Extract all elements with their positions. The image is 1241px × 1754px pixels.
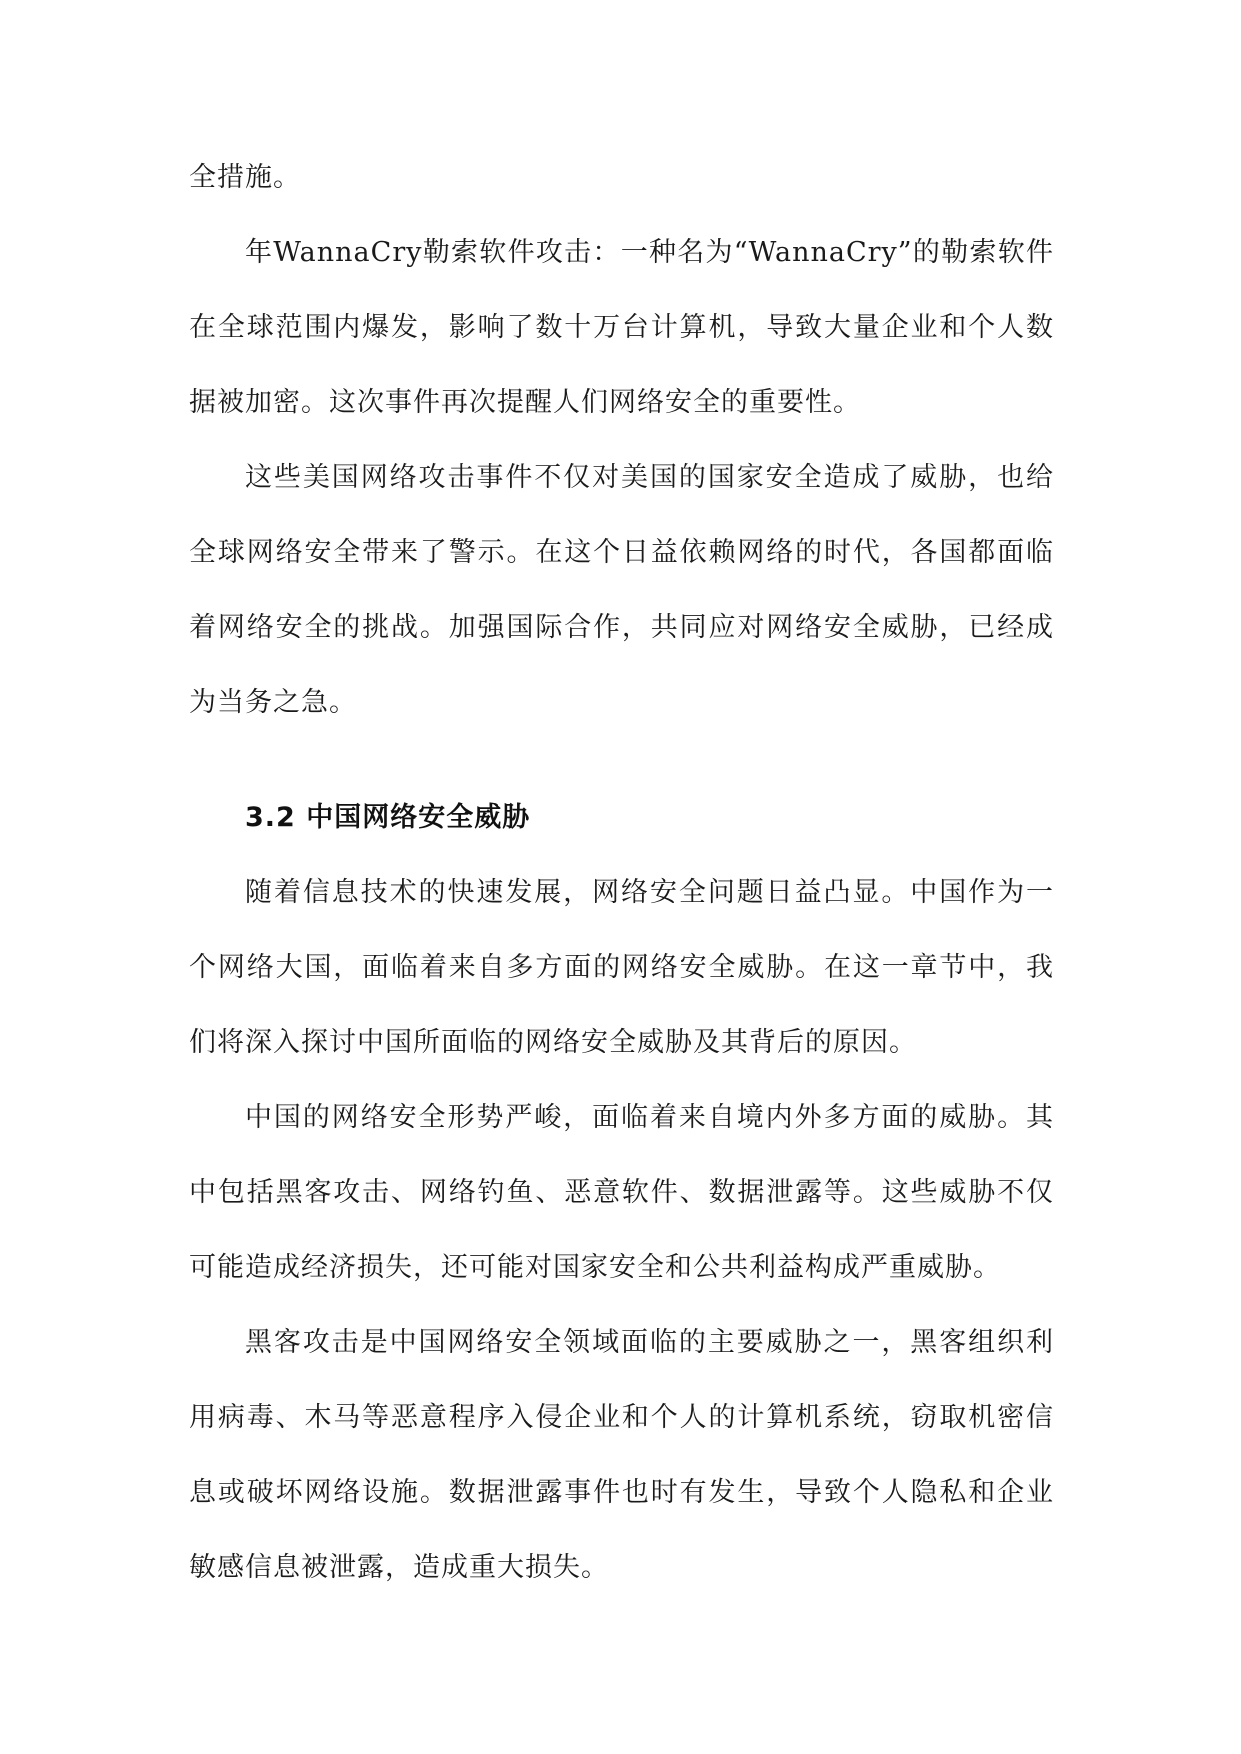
paragraph-wannacry: 年WannaCry勒索软件攻击：一种名为“WannaCry”的勒索软件在全球范围内爆发，影响了数十万台计算机，导致大量企业和个人数据被加密。这次事件再次提醒人们网络安全的重要性。 bbox=[189, 237, 1054, 418]
paragraph-situation: 中国的网络安全形势严峻，面临着来自境内外多方面的威胁。其中包括黑客攻击、网络钓鱼、恶意软件、数据泄露等。这些威胁不仅可能造成经济损失，还可能对国家安全和公共利益构成严重威胁。 bbox=[189, 1102, 1054, 1283]
paragraph-intro: 随着信息技术的快速发展，网络安全问题日益凸显。中国作为一个网络大国，面临着来自多方面的网络安全威胁。在这一章节中，我们将深入探讨中国所面临的网络安全威胁及其背后的原因。 bbox=[189, 877, 1054, 1058]
paragraph-hacker-attacks: 黑客攻击是中国网络安全领域面临的主要威胁之一，黑客组织利用病毒、木马等恶意程序入侵企业和个人的计算机系统，窃取机密信息或破坏网络设施。数据泄露事件也时有发生，导致个人隐私和企业敏感信息被泄露，造成重大损失。 bbox=[189, 1327, 1054, 1583]
document-body bbox=[189, 140, 1054, 1605]
section-heading: 3.2 中国网络安全威胁 bbox=[245, 802, 531, 833]
paragraph-continuation: 全措施。 bbox=[189, 162, 301, 193]
paragraph-us-attacks-summary: 这些美国网络攻击事件不仅对美国的国家安全造成了威胁，也给全球网络安全带来了警示。在这个日益依赖网络的时代，各国都面临着网络安全的挑战。加强国际合作，共同应对网络安全威胁，已经成为当务之急。 bbox=[189, 462, 1054, 718]
